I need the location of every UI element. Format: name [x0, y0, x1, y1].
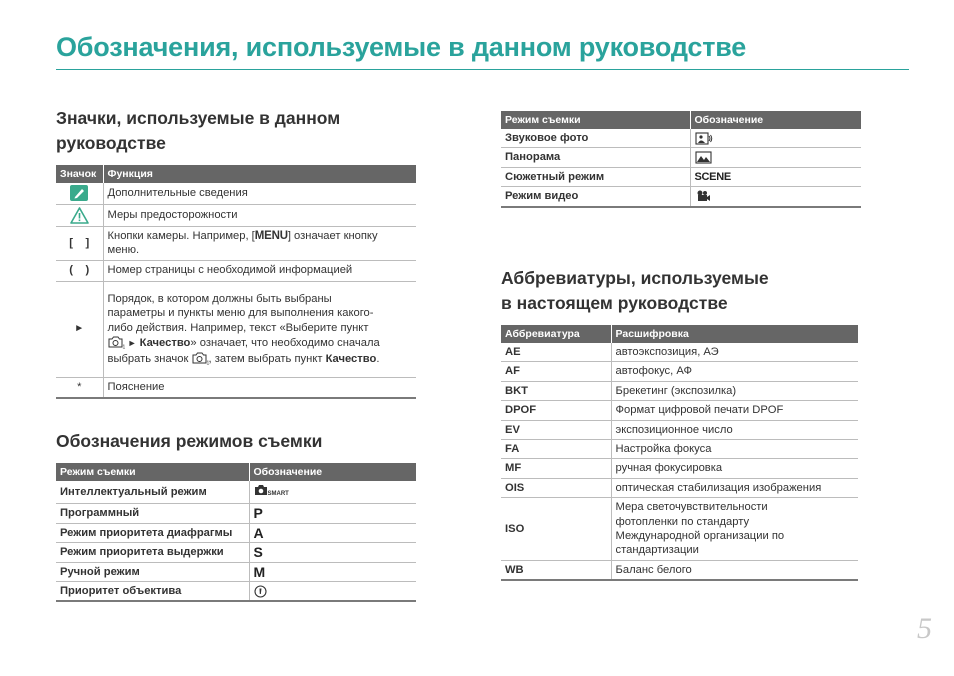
table-row — [56, 481, 416, 504]
table-cell: Баланс белого — [611, 560, 858, 580]
table-row — [501, 187, 861, 207]
table-cell: Приоритет объектива — [56, 582, 249, 602]
shutter-priority-icon: S — [249, 543, 416, 562]
cell-text: . — [376, 352, 380, 365]
column-header: Функция — [103, 165, 416, 183]
table-cell: Настройка фокуса — [611, 440, 858, 459]
table-cell: ISO — [501, 498, 611, 561]
cell-text: Кнопки камеры. Например, [ — [107, 229, 255, 242]
smart-label: SMART — [267, 491, 289, 497]
smart-auto-icon — [254, 483, 289, 501]
table-cell — [249, 582, 416, 602]
modes-table-2 — [501, 111, 861, 208]
table-cell — [103, 281, 416, 377]
table-header-row — [501, 325, 858, 343]
aperture-priority-icon: A — [249, 523, 416, 542]
table-cell: Программный — [56, 504, 249, 523]
table-row — [56, 226, 416, 260]
column-header: Расшифровка — [611, 325, 858, 343]
table-cell — [56, 183, 103, 204]
table-cell: OIS — [501, 478, 611, 497]
cell-text: , затем выбрать пункт — [208, 352, 323, 365]
table-cell: ► — [56, 281, 103, 377]
table-row — [501, 343, 858, 362]
table-cell: Пояснение — [103, 377, 416, 398]
table-cell: оптическая стабилизация изображения — [611, 478, 858, 497]
table-cell: Номер страницы с необходимой информацией — [103, 260, 416, 281]
table-row — [501, 560, 858, 580]
table-cell: Ручной режим — [56, 562, 249, 581]
table-cell: Дополнительные сведения — [103, 183, 416, 204]
table-cell: Режим приоритета диафрагмы — [56, 523, 249, 542]
camera-setting-icon — [108, 335, 125, 349]
table-row — [56, 562, 416, 581]
cell-text: параметры и пункты меню для выполнения какого- — [107, 307, 374, 320]
table-cell — [611, 498, 858, 561]
table-row — [56, 281, 416, 377]
manual-mode-icon: M — [249, 562, 416, 581]
cell-text: фотопленки по стандарту — [615, 515, 750, 528]
scene-mode-icon: SCENE — [690, 167, 861, 186]
table-row — [501, 440, 858, 459]
abbr-table — [501, 325, 858, 581]
heading-line: в настоящем руководстве — [501, 293, 728, 313]
table-header-row — [56, 165, 416, 183]
table-row — [56, 204, 416, 226]
table-cell: EV — [501, 420, 611, 439]
table-cell: Сюжетный режим — [501, 167, 690, 186]
abbr-section-heading — [501, 266, 769, 316]
table-row — [501, 129, 861, 148]
page-title: Обозначения, используемые в данном руководстве — [56, 32, 747, 62]
table-row — [56, 523, 416, 542]
table-row — [501, 420, 858, 439]
column-header: Обозначение — [690, 111, 861, 129]
table-row — [56, 543, 416, 562]
table-cell: ручная фокусировка — [611, 459, 858, 478]
table-row — [56, 183, 416, 204]
program-mode-icon: P — [249, 504, 416, 523]
cell-text: Мера светочувствительности — [615, 501, 768, 514]
table-row — [501, 498, 858, 561]
cell-text: ] означает кнопку меню. — [107, 229, 378, 256]
table-cell: Интеллектуальный режим — [56, 481, 249, 504]
table-cell: BKT — [501, 381, 611, 400]
table-row — [501, 459, 858, 478]
table-cell — [249, 481, 416, 504]
title-divider — [56, 69, 909, 70]
sound-photo-icon — [695, 132, 713, 145]
heading-line: руководстве — [56, 133, 166, 153]
table-row — [501, 401, 858, 420]
arrow-icon: ► — [127, 338, 137, 349]
table-cell: AF — [501, 362, 611, 381]
heading-line: Аббревиатуры, используемые — [501, 268, 769, 288]
table-cell: автофокус, АФ — [611, 362, 858, 381]
table-cell: MF — [501, 459, 611, 478]
column-header: Режим съемки — [501, 111, 690, 129]
cell-text: либо действия. Например, текст «Выберите пункт — [107, 321, 369, 334]
table-cell — [690, 148, 861, 167]
table-cell — [56, 204, 103, 226]
table-cell: Брекетинг (экспозилка) — [611, 381, 858, 400]
table-cell: Звуковое фото — [501, 129, 690, 148]
movie-camera-icon — [695, 190, 711, 202]
table-cell: автоэкспозиция, АЭ — [611, 343, 858, 362]
panorama-icon — [695, 151, 712, 164]
table-cell: AE — [501, 343, 611, 362]
table-cell: Режим приоритета выдержки — [56, 543, 249, 562]
table-row — [56, 377, 416, 398]
table-cell: Режим видео — [501, 187, 690, 207]
lens-priority-icon — [254, 585, 267, 598]
table-header-row — [501, 111, 861, 129]
note-icon — [70, 185, 88, 201]
table-cell: FA — [501, 440, 611, 459]
icons-section-heading — [56, 106, 340, 156]
cell-text: Международной организации по — [615, 530, 785, 543]
column-header: Аббревиатура — [501, 325, 611, 343]
table-cell: Формат цифровой печати DPOF — [611, 401, 858, 420]
table-row — [501, 478, 858, 497]
modes-table — [56, 463, 416, 602]
table-row — [501, 362, 858, 381]
cell-text: Качество — [325, 352, 377, 365]
cell-text: Порядок, в котором должны быть выбраны — [107, 292, 332, 305]
table-cell — [690, 129, 861, 148]
table-cell — [690, 187, 861, 207]
cell-text: выбрать значок — [107, 352, 189, 365]
table-cell: экспозиционное число — [611, 420, 858, 439]
table-row — [501, 167, 861, 186]
table-cell: [ ] — [56, 226, 103, 260]
table-row — [56, 260, 416, 281]
table-row — [56, 582, 416, 602]
table-cell: Меры предосторожности — [103, 204, 416, 226]
cell-text: » означает, что необходимо сначала — [190, 337, 380, 350]
cell-text: стандартизации — [615, 544, 699, 557]
warning-icon — [70, 207, 89, 224]
column-header: Значок — [56, 165, 103, 183]
svg-text:1: 1 — [122, 344, 125, 351]
cell-text: Качество — [139, 337, 191, 350]
table-cell: Панорама — [501, 148, 690, 167]
heading-line: Значки, используемые в данном — [56, 108, 341, 128]
camera-setting-icon — [192, 351, 209, 365]
table-row — [501, 148, 861, 167]
column-header: Обозначение — [249, 463, 416, 481]
svg-text:1: 1 — [206, 360, 209, 367]
table-cell: DPOF — [501, 401, 611, 420]
modes-section-heading: Обозначения режимов съемки — [56, 431, 323, 451]
table-cell: * — [56, 377, 103, 398]
table-cell: ( ) — [56, 260, 103, 281]
menu-button-label: MENU — [254, 229, 288, 242]
table-cell: WB — [501, 560, 611, 580]
column-header: Режим съемки — [56, 463, 249, 481]
table-header-row — [56, 463, 416, 481]
table-row — [56, 504, 416, 523]
table-row — [501, 381, 858, 400]
table-cell — [103, 226, 416, 260]
icons-table — [56, 165, 416, 399]
page-number: 5 — [917, 612, 932, 645]
